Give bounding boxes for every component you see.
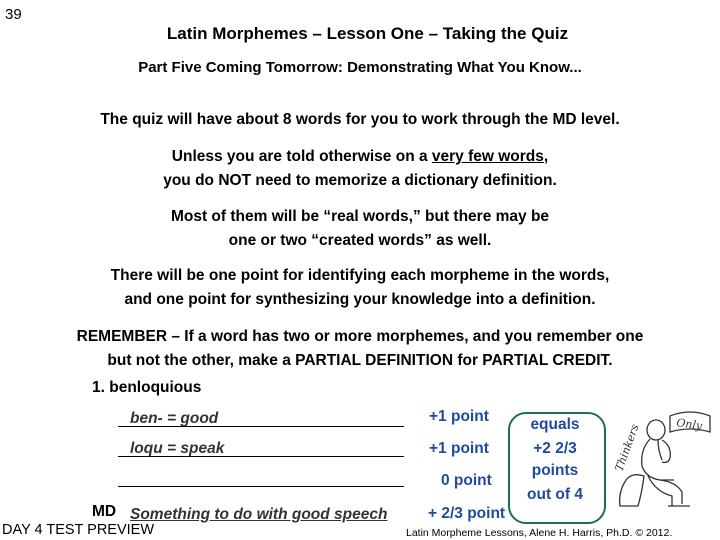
paragraph-text: Unless you are told otherwise on a xyxy=(171,148,432,165)
paragraph-text: and one point for synthesizing your knowledge into a definition. xyxy=(124,291,596,308)
thinker-clipart-icon xyxy=(612,402,716,510)
paragraph-text: , xyxy=(543,148,549,165)
points-label: 0 point xyxy=(441,472,492,489)
answer-line xyxy=(118,486,404,487)
paragraph-points xyxy=(0,264,720,312)
paragraph-text: one or two “created words” as well. xyxy=(228,232,492,249)
footer-left: DAY 4 TEST PREVIEW xyxy=(2,522,155,538)
slide-number: 39 xyxy=(5,6,22,23)
answer-text: ben- = good xyxy=(130,410,219,427)
paragraph-text: you do NOT need to memorize a dictionary definition. xyxy=(163,172,557,189)
example-word: 1. benloquious xyxy=(92,379,202,396)
paragraph-remember xyxy=(0,325,720,373)
slide-subtitle: Part Five Coming Tomorrow: Demonstrating What You Know... xyxy=(138,59,582,76)
paragraph-memorize xyxy=(0,145,720,193)
equals-score: +2 2/3 xyxy=(533,440,577,457)
paragraph-text: There will be one point for identifying each morpheme in the words, xyxy=(110,267,610,284)
equals-text: equals xyxy=(530,416,580,433)
answer-text: loqu = speak xyxy=(130,440,225,457)
points-label: +1 point xyxy=(429,440,489,457)
md-points-label: + 2/3 point xyxy=(428,505,506,522)
equals-points: points xyxy=(531,462,579,479)
footer-right: Latin Morpheme Lessons, Alene H. Harris, Ph.D. © 2012. xyxy=(406,527,673,539)
points-label: +1 point xyxy=(429,408,489,425)
underlined-phrase: very few words xyxy=(431,148,544,165)
md-label: MD xyxy=(92,503,117,520)
clipart-text: Thinkers xyxy=(612,422,642,474)
paragraph-text: REMEMBER – If a word has two or more morphemes, and you remember one xyxy=(76,328,644,345)
paragraph-text: Most of them will be “real words,” but there may be xyxy=(170,208,550,225)
paragraph-quiz-length: The quiz will have about 8 words for you to work through the MD level. xyxy=(100,111,620,128)
clipart-text: Only xyxy=(675,416,703,433)
md-answer: Something to do with good speech xyxy=(130,506,388,523)
paragraph-text: but not the other, make a PARTIAL DEFINITION for PARTIAL CREDIT. xyxy=(107,352,613,369)
equals-out-of: out of 4 xyxy=(527,486,583,503)
slide-title: Latin Morphemes – Lesson One – Taking the Quiz xyxy=(166,24,569,43)
paragraph-real-words xyxy=(0,205,720,253)
